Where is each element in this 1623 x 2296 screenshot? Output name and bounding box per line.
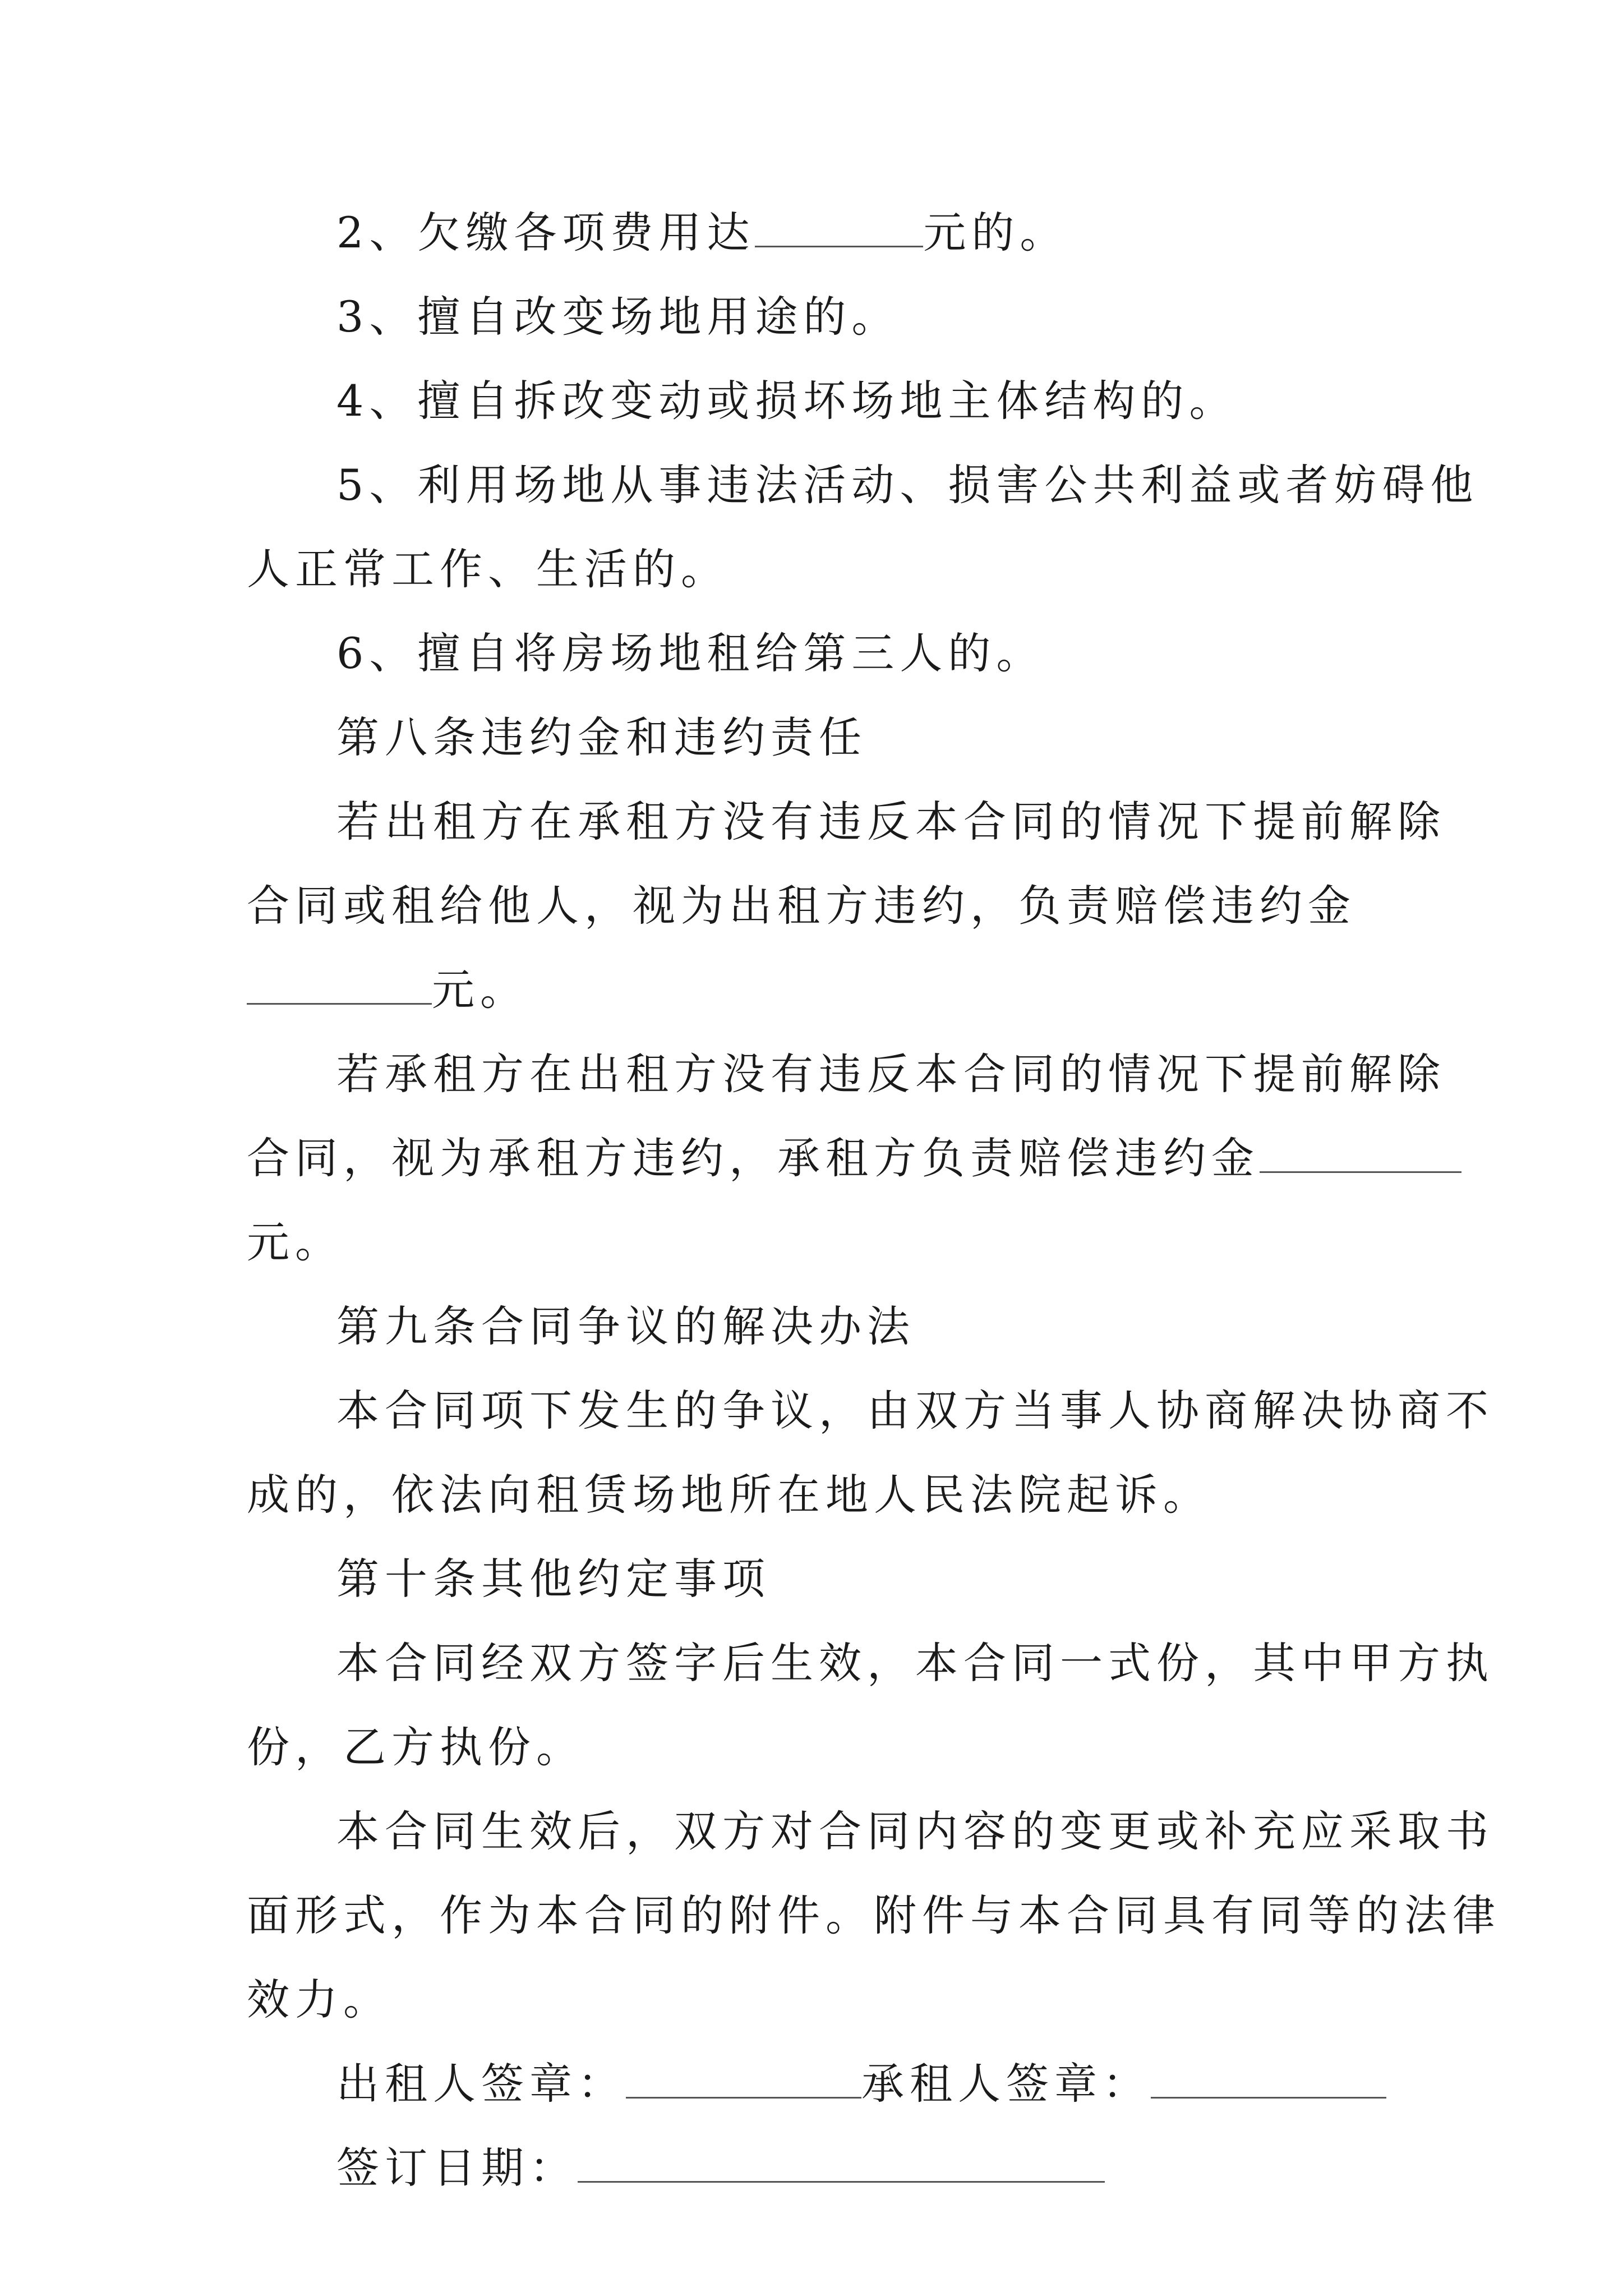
- contract-body: [247, 191, 1501, 2210]
- date-label: 签订日期：: [336, 2143, 578, 2193]
- clause-text: 2、欠缴各项费用达: [336, 208, 755, 257]
- article-8-para2-line3: 元。: [247, 1217, 343, 1267]
- article-10-para1-line2: 份，乙方执份。: [247, 1722, 584, 1772]
- blank-field: [1260, 1132, 1461, 1173]
- clause-item-2: [247, 191, 1374, 275]
- clause-item-3: 3、擅自改变场地用途的。: [336, 292, 900, 342]
- article-8-para1-line1: 若出租方在承租方没有违反本合同的情况下提前解除: [336, 797, 1446, 846]
- article-8-para1-line2: 合同或租给他人，视为出租方违约，负责赔偿违约金: [247, 881, 1356, 931]
- article-8-para2-line1: 若承租方在出租方没有违反本合同的情况下提前解除: [336, 1049, 1446, 1099]
- article-10-para1-line1: 本合同经双方签字后生效，本合同一式份，其中甲方执: [336, 1638, 1494, 1688]
- article-8-para2-line2: [247, 1116, 1374, 1200]
- clause-text: 元的。: [923, 208, 1068, 257]
- article-9-para-line1: 本合同项下发生的争议，由双方当事人协商解决协商不: [336, 1386, 1494, 1435]
- clause-item-4: 4、擅自拆改变动或损坏场地主体结构的。: [336, 376, 1238, 426]
- clause-text: 合同，视为承租方违约，承租方负责赔偿违约金: [247, 1133, 1260, 1183]
- clause-item-5-line2: 人正常工作、生活的。: [247, 544, 729, 594]
- blank-field: [755, 206, 923, 247]
- article-10-para2-line3: 效力。: [247, 1975, 391, 2024]
- lessee-signature-field[interactable]: [1151, 2058, 1386, 2099]
- date-row: [247, 2126, 1374, 2210]
- clause-text: 元。: [432, 965, 528, 1015]
- clause-item-5-line1: 5、利用场地从事违法活动、损害公共利益或者妨碍他: [336, 460, 1479, 510]
- article-10-heading: 第十条其他约定事项: [336, 1554, 771, 1604]
- article-9-heading: 第九条合同争议的解决办法: [336, 1301, 915, 1351]
- lessee-signature-label: 承租人签章：: [861, 2059, 1151, 2109]
- article-8-heading: 第八条违约金和违约责任: [336, 712, 867, 762]
- lessor-signature-label: 出租人签章：: [336, 2059, 626, 2109]
- date-field[interactable]: [578, 2142, 1105, 2183]
- clause-item-6: 6、擅自将房场地租给第三人的。: [336, 628, 1045, 678]
- article-8-para1-line3: [247, 948, 1374, 1032]
- article-9-para-line2: 成的，依法向租赁场地所在地人民法院起诉。: [247, 1470, 1211, 1520]
- article-10-para2-line1: 本合同生效后，双方对合同内容的变更或补充应采取书: [336, 1806, 1494, 1856]
- blank-field: [247, 964, 432, 1005]
- article-10-para2-line2: 面形式，作为本合同的附件。附件与本合同具有同等的法律: [247, 1890, 1501, 1940]
- lessor-signature-field[interactable]: [626, 2058, 861, 2099]
- signature-row: [247, 2042, 1374, 2126]
